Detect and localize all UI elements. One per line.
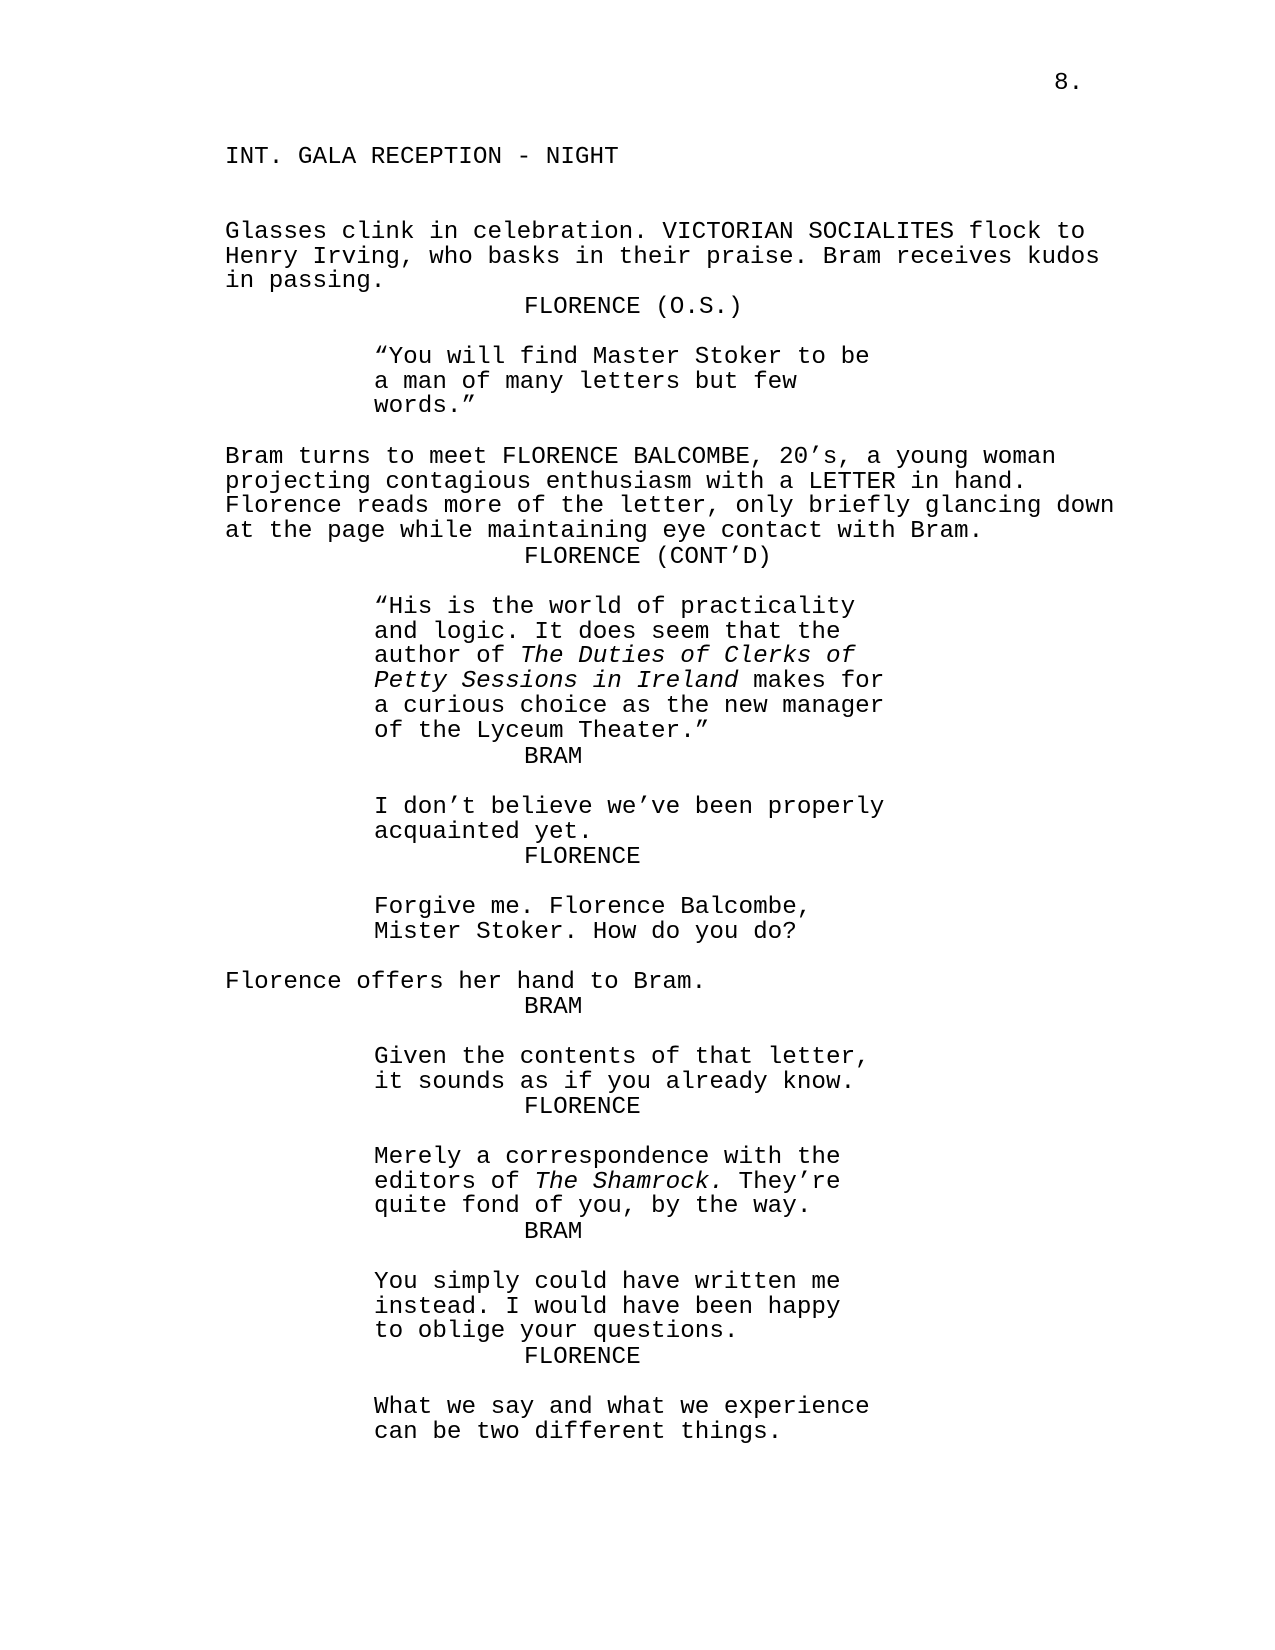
action-line: Florence reads more of the letter, only briefly glancing down <box>225 493 1115 521</box>
dialogue-text: makes for <box>738 668 885 696</box>
dialogue-line: a man of many letters but few <box>374 368 797 396</box>
dialogue-block <box>374 571 884 769</box>
dialogue-line: of the Lyceum Theater.” <box>374 717 710 745</box>
action-line: in passing. <box>225 268 386 296</box>
action-line: Henry Irving, who basks in their praise. Bram receives kudos <box>225 243 1100 271</box>
character-cue: FLORENCE <box>524 1094 641 1121</box>
dialogue-text: author of <box>374 643 520 671</box>
dialogue-line: Merely a correspondence with the <box>374 1143 841 1171</box>
dialogue-line: quite fond of you, by the way. <box>374 1193 812 1221</box>
dialogue-line: can be two different things. <box>374 1418 783 1446</box>
dialogue-line: I don’t believe we’ve been properly <box>374 793 885 821</box>
italic-title: The Shamrock. <box>534 1168 724 1196</box>
dialogue-block <box>374 1371 870 1470</box>
italic-title: Petty Sessions in Ireland <box>374 668 739 696</box>
character-cue: FLORENCE (CONT’D) <box>524 544 772 571</box>
dialogue-line <box>374 1168 841 1196</box>
italic-title: The Duties of Clerks of <box>519 643 856 671</box>
dialogue-line: Given the contents of that letter, <box>374 1043 870 1071</box>
character-cue: BRAM <box>524 744 583 771</box>
dialogue-line: and logic. It does seem that the <box>374 618 841 646</box>
dialogue-line: Mister Stoker. How do you do? <box>374 918 797 946</box>
dialogue-line: Forgive me. Florence Balcombe, <box>374 893 812 921</box>
action-line: projecting contagious enthusiasm with a LETTER in hand. <box>225 468 1027 496</box>
action-block <box>225 946 706 1020</box>
action-line: Bram turns to meet FLORENCE BALCOMBE, 20’s, a young woman <box>225 443 1057 471</box>
dialogue-line <box>374 670 884 695</box>
page-number: 8. <box>1054 70 1084 97</box>
dialogue-block <box>374 1121 841 1245</box>
dialogue-text: editors of <box>374 1168 535 1196</box>
dialogue-line <box>374 645 884 670</box>
dialogue-line: it sounds as if you already know. <box>374 1068 856 1096</box>
dialogue-text: They’re <box>723 1168 841 1196</box>
dialogue-line: instead. I would have been happy <box>374 1293 841 1321</box>
character-cue: FLORENCE (O.S.) <box>524 294 743 321</box>
scene-heading: INT. GALA RECEPTION - NIGHT <box>225 144 619 171</box>
character-cue: FLORENCE <box>524 1344 641 1371</box>
dialogue-line: acquainted yet. <box>374 818 593 846</box>
action-line: Glasses clink in celebration. VICTORIAN SOCIALITES flock to <box>225 218 1086 246</box>
dialogue-line: “His is the world of practicality <box>374 593 856 621</box>
dialogue-line: words.” <box>374 393 477 421</box>
dialogue-line: You simply could have written me <box>374 1268 841 1296</box>
character-cue: BRAM <box>524 1219 583 1246</box>
dialogue-line: to oblige your questions. <box>374 1318 739 1346</box>
dialogue-line: “You will find Master Stoker to be <box>374 343 870 371</box>
action-line: Florence offers her hand to Bram. <box>225 968 707 996</box>
dialogue-line: What we say and what we experience <box>374 1393 870 1421</box>
character-cue: FLORENCE <box>524 844 641 871</box>
action-line: at the page while maintaining eye contact with Bram. <box>225 518 984 546</box>
dialogue-line: a curious choice as the new manager <box>374 692 885 720</box>
character-cue: BRAM <box>524 994 583 1021</box>
